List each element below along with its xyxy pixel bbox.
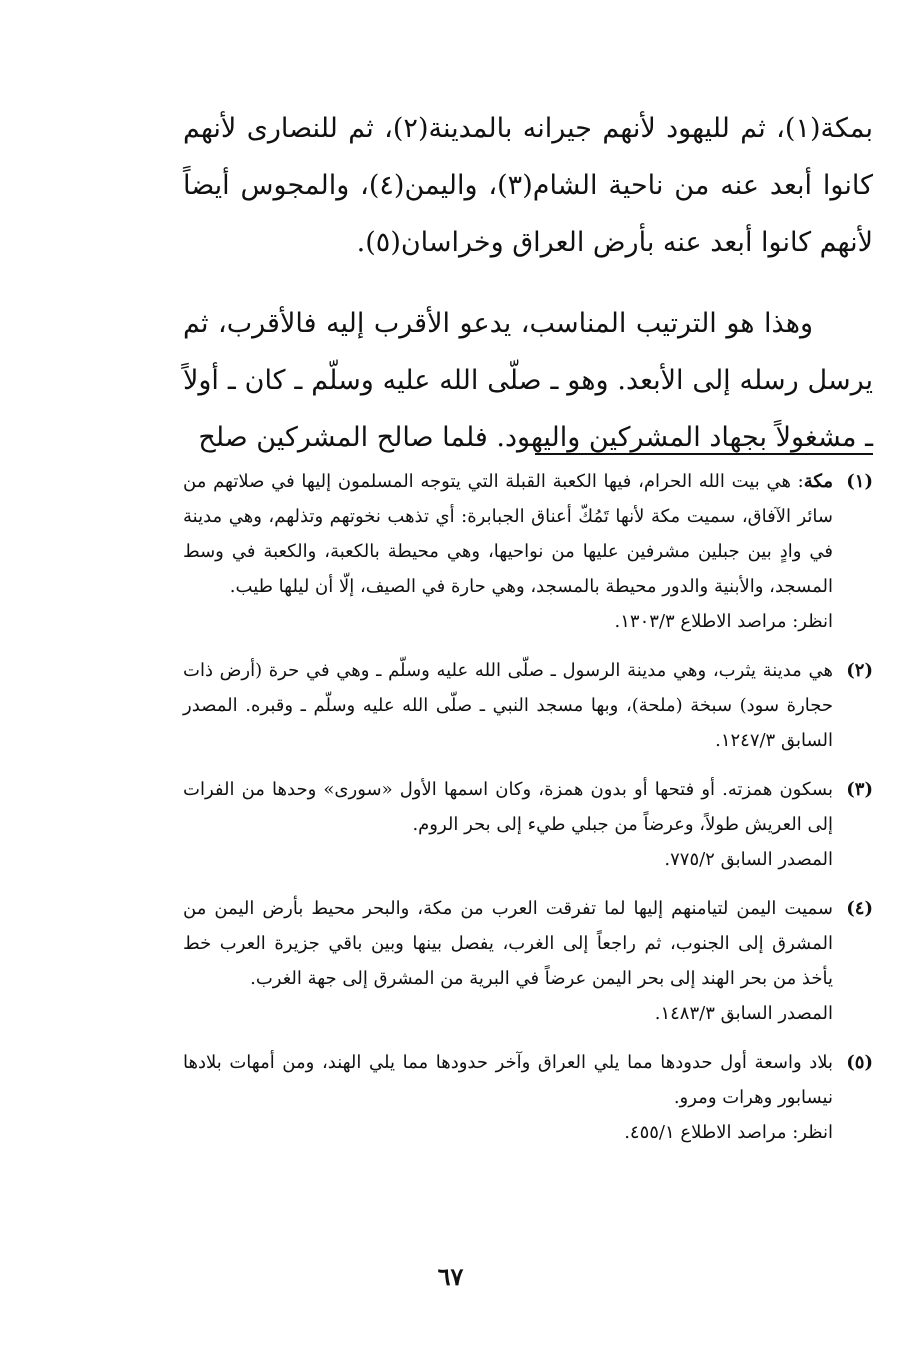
- footnote-number: (٣): [846, 779, 873, 800]
- footnote-4: [183, 891, 873, 1031]
- footnote-text: بلاد واسعة أول حدودها مما يلي العراق وآخر حدودها مما يلي الهند، ومن أمهات بلادها نيسابور وهرات ومرو.: [183, 1052, 833, 1108]
- footnote-separator: [535, 453, 873, 455]
- footnote-source: انظر: مراصد الاطلاع ٤٥٥/١.: [624, 1122, 833, 1143]
- footnote-2: [183, 653, 873, 758]
- footnote-5: [183, 1045, 873, 1150]
- footnote-source: المصدر السابق ١٤٨٣/٣.: [654, 1003, 833, 1024]
- footnote-text: : هي بيت الله الحرام، فيها الكعبة القبلة التي يتوجه المسلمون إليها في صلاتهم من سائر الآفاق، سميت مكة لأنها تَمُكّ أعناق الجبابرة: أي تذهب نخوتهم وتذلهم، وهي مدينة في وادٍ بين جبلين مشرفين عليها من نواحيها، وهي محيطة بالكعبة، والكعبة في وسط المسجد، والأبنية والدور محيطة بالمسجد، وهي حارة في الصيف، إلّا أن ليلها طيب.: [183, 471, 833, 597]
- footnote-body: [183, 653, 833, 758]
- footnote-text: بسكون همزته. أو فتحها أو بدون همزة، وكان اسمها الأول «سورى» وحدها من الفرات إلى العريش طولاً، وعرضاً من جبلي طيء إلى بحر الروم.: [183, 779, 833, 835]
- footnote-source: المصدر السابق ٧٧٥/٢.: [664, 849, 833, 870]
- footnote-body: [183, 891, 833, 1031]
- footnote-text: هي مدينة يثرب، وهي مدينة الرسول ـ صلّى الله عليه وسلّم ـ وهي في حرة (أرض ذات حجارة سود) سبخة (ملحة)، وبها مسجد النبي ـ صلّى الله عليه وسلّم ـ وقبره. المصدر السابق ١٢٤٧/٣.: [183, 660, 833, 751]
- footnote-term: مكة: [803, 471, 833, 492]
- footnote-body: [183, 772, 833, 877]
- page-number: ٦٧: [437, 1262, 464, 1291]
- paragraph-2: وهذا هو الترتيب المناسب، يدعو الأقرب إليه فالأقرب، ثم يرسل رسله إلى الأبعد. وهو ـ صلّى الله عليه وسلّم ـ كان ـ أولاً ـ مشغولاً بجهاد المشركين واليهود. فلما صالح المشركين صلح: [183, 308, 873, 453]
- footnote-number: (٤): [846, 898, 873, 919]
- paragraph-1: بمكة(١)، ثم لليهود لأنهم جيرانه بالمدينة(٢)، ثم للنصارى لأنهم كانوا أبعد عنه من ناحية الشام(٣)، واليمن(٤)، والمجوس أيضاً لأنهم كانوا أبعد عنه بأرض العراق وخراسان(٥).: [183, 113, 873, 258]
- footnote-number: (٥): [846, 1052, 873, 1073]
- footnote-number: (٢): [846, 660, 873, 681]
- footnote-3: [183, 772, 873, 877]
- footnotes: [183, 464, 873, 1164]
- footnote-source: انظر: مراصد الاطلاع ١٣٠٣/٣.: [614, 611, 833, 632]
- footnote-number: (١): [846, 471, 873, 492]
- main-text: [183, 100, 873, 466]
- footnote-1: [183, 464, 873, 639]
- footnote-body: [183, 1045, 833, 1150]
- footnote-text: سميت اليمن لتيامنهم إليها لما تفرقت العرب من مكة، والبحر محيط بأرض اليمن من المشرق إلى الجنوب، ثم راجعاً إلى الغرب، يفصل بينها وبين باقي جزيرة العرب خط يأخذ من بحر الهند إلى بحر اليمن عرضاً في البرية من المشرق إلى جهة الغرب.: [183, 898, 833, 989]
- footnote-body: [183, 464, 833, 639]
